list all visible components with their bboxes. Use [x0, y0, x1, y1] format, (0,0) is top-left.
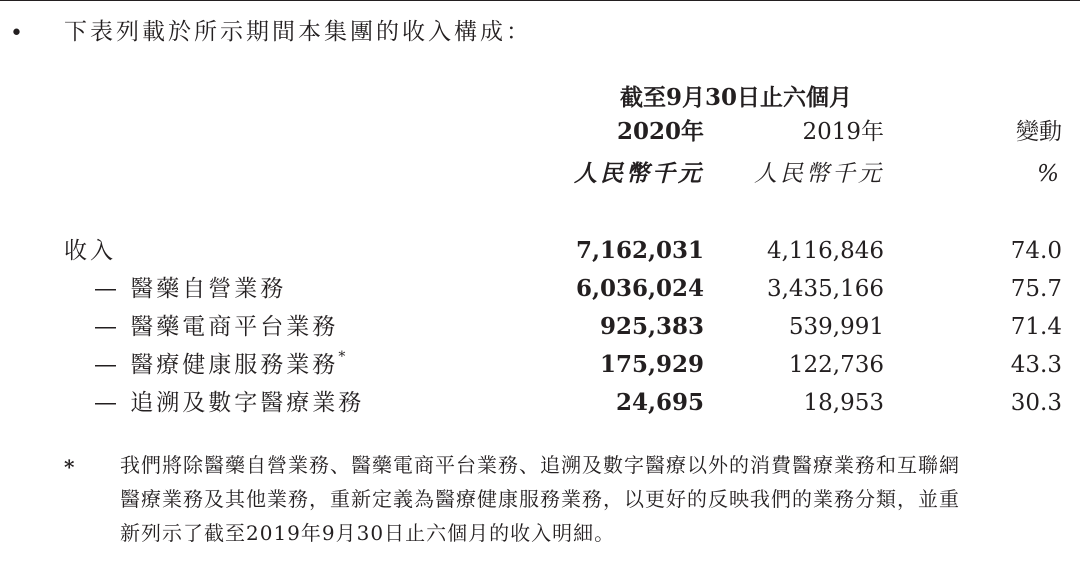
footnote-mark: *	[64, 455, 75, 479]
table-row	[0, 347, 1080, 383]
value-2020: 175,929	[599, 351, 704, 378]
table-row	[0, 233, 1080, 269]
value-2020: 24,695	[615, 389, 704, 416]
bullet-point: •	[10, 21, 23, 46]
value-change: 71.4	[1010, 314, 1062, 340]
table-row	[0, 309, 1080, 345]
value-2020: 925,383	[599, 313, 704, 340]
value-change: 43.3	[1010, 352, 1062, 378]
value-2019: 4,116,846	[766, 238, 884, 264]
column-2019-unit: 人民幣千元	[754, 161, 884, 187]
row-label-text: — 醫療健康服務業務	[94, 352, 339, 378]
footnote-text	[120, 448, 1076, 550]
column-2020-unit: 人民幣千元	[574, 160, 704, 187]
top-rule	[0, 0, 1080, 1]
value-change: 74.0	[1010, 238, 1062, 264]
column-2020-year: 2020年	[616, 118, 704, 145]
value-2019: 3,435,166	[766, 276, 884, 302]
footnote-line: 我們將除醫藥自營業務、醫藥電商平台業務、追溯及數字醫療以外的消費醫療業務和互聯網	[120, 453, 960, 477]
value-2019: 122,736	[788, 352, 884, 378]
value-2020: 7,162,031	[575, 237, 704, 264]
row-label: 收入	[64, 238, 116, 264]
row-label: — 追溯及數字醫療業務	[94, 390, 365, 416]
footnote-reference-mark: *	[338, 349, 346, 365]
value-change: 30.3	[1010, 390, 1062, 416]
value-change: 75.7	[1010, 276, 1062, 302]
value-2019: 18,953	[803, 390, 884, 416]
row-label: — 醫藥電商平台業務	[94, 314, 339, 340]
column-change-header: 變動	[1016, 119, 1062, 145]
value-2019: 539,991	[788, 314, 884, 340]
column-change-unit: %	[1037, 161, 1062, 187]
row-label-with-footnote	[94, 347, 345, 383]
table-row	[0, 271, 1080, 307]
footnote-line: 新列示了截至2019年9月30日止六個月的收入明細。	[120, 521, 616, 545]
table-row	[0, 385, 1080, 421]
row-label: — 醫藥自營業務	[94, 276, 287, 302]
period-header: 截至9月30日止六個月	[620, 84, 853, 111]
value-2020: 6,036,024	[575, 275, 704, 302]
intro-sentence: 下表列載於所示期間本集團的收入構成：	[64, 19, 532, 45]
footnote-line: 醫療業務及其他業務，重新定義為醫療健康服務業務，以更好的反映我們的業務分類，並重	[120, 487, 960, 511]
column-2019-year: 2019年	[802, 119, 884, 145]
